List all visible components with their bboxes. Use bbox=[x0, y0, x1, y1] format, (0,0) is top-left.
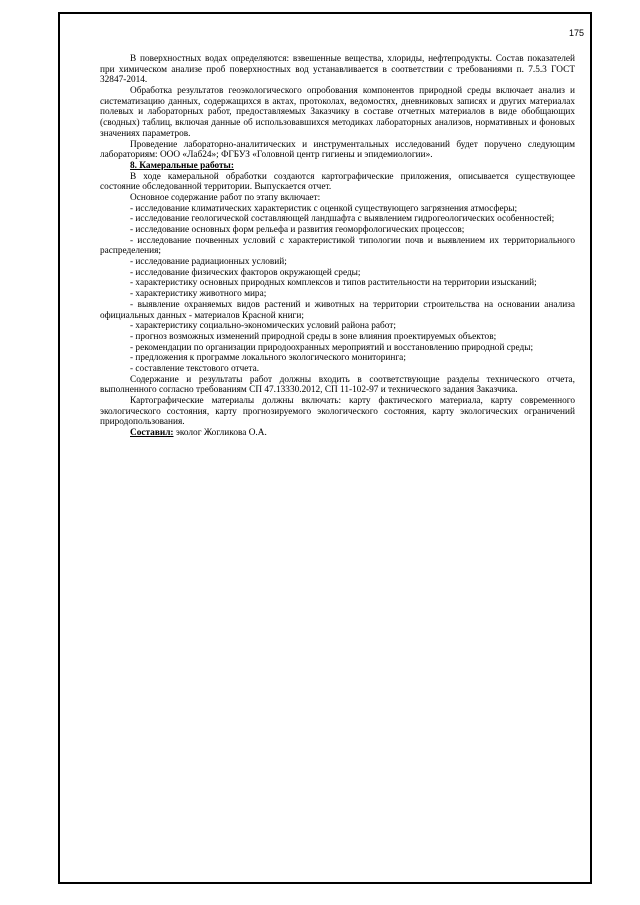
list-item: - характеристику основных природных комплексов и типов растительности на территории изысканий; bbox=[130, 278, 537, 289]
document-body bbox=[100, 54, 575, 439]
list-item: - исследование геологической составляющей ландшафта с выявлением гидрогеологических особенностей; bbox=[130, 214, 555, 225]
list-item: - исследование основных форм рельефа и развития геоморфологических процессов; bbox=[130, 225, 465, 235]
list-item: - исследование климатических характеристик с оценкой существующего загрязнения атмосферы; bbox=[130, 203, 518, 214]
paragraph: Обработка результатов геоэкологического опробования компонентов природной среды включает анализ и систематизацию данных, содержащихся в актах, протоколах, ведомостях, дневниковых записях и других материалах полевых и лабораторных работ, предоставляемых Заказчику в составе отчетных материалов в виде обобщающих (сводных) таблиц, включая данные об использовавшихся методиках лабораторных анализов, нормативных и фоновых значениях параметров. bbox=[100, 86, 575, 139]
list-item: - прогноз возможных изменений природной среды в зоне влияния проектируемых объектов; bbox=[130, 331, 497, 342]
section-heading: 8. Камеральные работы: bbox=[130, 160, 234, 171]
list-item: - характеристику социально-экономических условий района работ; bbox=[130, 321, 396, 332]
signature-label: Составил: bbox=[130, 428, 174, 439]
signature-line bbox=[100, 428, 575, 439]
paragraph: Проведение лабораторно-аналитических и инструментальных исследований будет поручено следующим лабораториям: ООО «Лаб24»; ФГБУЗ «Головной центр гигиены и эпидемиологии». bbox=[100, 139, 575, 161]
list-item: - исследование физических факторов окружающей среды; bbox=[130, 267, 361, 278]
list-item: - исследование почвенных условий с характеристикой типологии почв и выявлением их территориального распределения; bbox=[100, 235, 575, 257]
paragraph: В ходе камеральной обработки создаются картографические приложения, описывается существующее состояние обследованной территории. Выпускается отчет. bbox=[100, 171, 575, 193]
paragraph: Основное содержание работ по этапу включает: bbox=[130, 192, 321, 203]
paragraph: Содержание и результаты работ должны входить в соответствующие разделы технического отчета, выполненного согласно требованиям СП 47.13330.2012, СП 11-102-97 и технического задания Заказчика. bbox=[100, 374, 575, 396]
paragraph: Картографические материалы должны включать: карту фактического материала, карту современного экологического состояния, карту прогнозируемого экологического состояния, карту экологических ограничений природопользования. bbox=[100, 396, 575, 428]
list-item: - выявление охраняемых видов растений и животных на территории строительства на основании анализа официальных данных - материалов Красной книги; bbox=[100, 299, 575, 321]
list-item: - составление текстового отчета. bbox=[130, 363, 260, 374]
paragraph: В поверхностных водах определяются: взвешенные вещества, хлориды, нефтепродукты. Состав показателей при химическом анализе проб поверхностных вод устанавливается в соответствии с требованиями п. 7.5.3 ГОСТ 32847-2014. bbox=[100, 54, 575, 86]
signature-text: эколог Жогликова О.А. bbox=[173, 428, 267, 439]
page-number: 175 bbox=[568, 28, 584, 38]
list-item: - рекомендации по организации природоохранных мероприятий и восстановлению природной среды; bbox=[130, 342, 534, 353]
list-item: - характеристику животного мира; bbox=[130, 289, 267, 300]
list-item: - предложения к программе локального экологического мониторинга; bbox=[130, 353, 406, 364]
list-item: - исследование радиационных условий; bbox=[130, 257, 287, 268]
